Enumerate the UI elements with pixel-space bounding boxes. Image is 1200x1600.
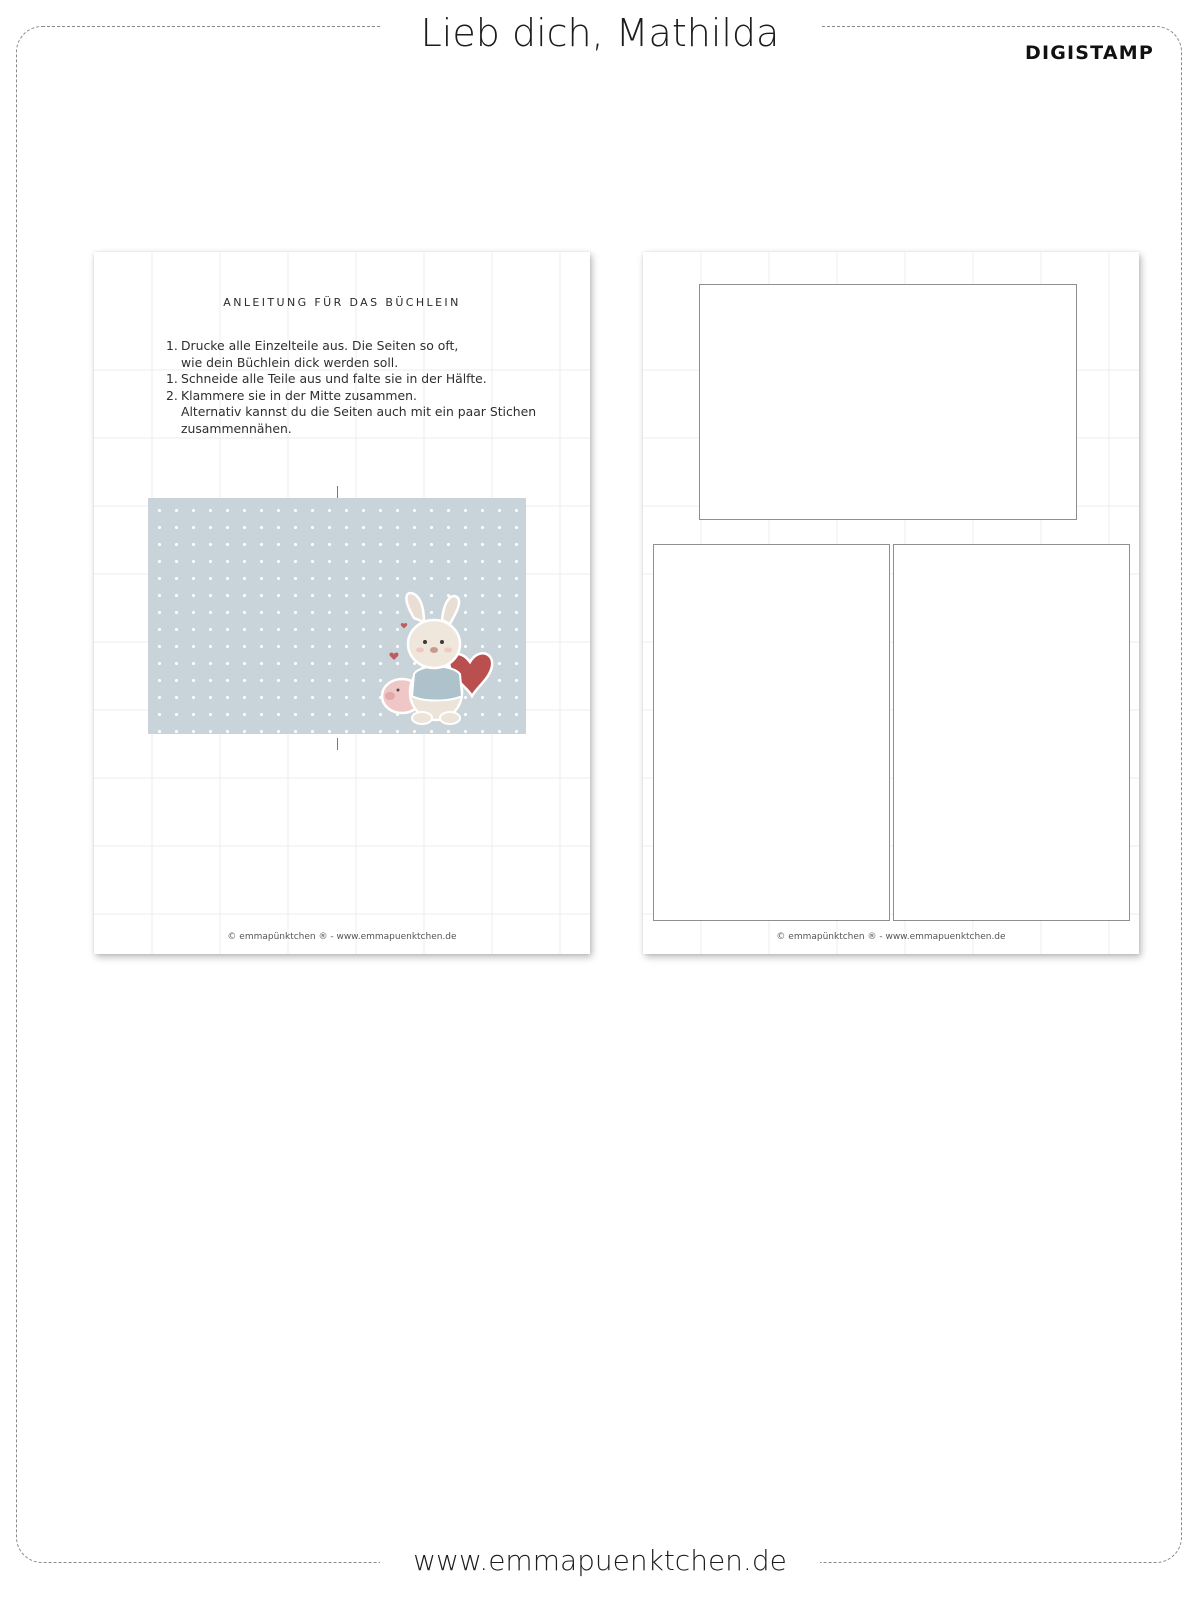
step-number: 1. bbox=[166, 371, 178, 386]
page-title: Lieb dich, Mathilda bbox=[380, 10, 820, 56]
step-text: Drucke alle Einzelteile aus. Die Seiten so oft, wie dein Büchlein dick werden soll. bbox=[181, 338, 459, 370]
footer-website: www.emmapuenktchen.de bbox=[380, 1538, 820, 1584]
step-text: Schneide alle Teile aus und falte sie in der Hälfte. bbox=[181, 371, 487, 386]
blank-page-landscape bbox=[699, 284, 1077, 520]
step-number: 1. bbox=[166, 338, 178, 353]
digistamp-tag: DIGISTAMP bbox=[1024, 42, 1154, 64]
blank-pages-sheet-preview bbox=[643, 252, 1139, 954]
instruction-heading: ANLEITUNG FÜR DAS BÜCHLEIN bbox=[223, 296, 461, 309]
step-number: 2. bbox=[166, 387, 178, 403]
step-text: Klammere sie in der Mitte zusammen. Alternativ kannst du die Seiten auch mit ein paar Stichen zusammennähen. bbox=[181, 387, 537, 436]
instruction-sheet-preview bbox=[94, 252, 590, 954]
sheet-copyright: © emmapünktchen ® - www.emmapuenktchen.de bbox=[776, 932, 1006, 942]
sheet-copyright: © emmapünktchen ® - www.emmapuenktchen.de bbox=[227, 932, 457, 942]
blank-page-left bbox=[653, 544, 890, 921]
instruction-step bbox=[166, 371, 586, 388]
instruction-step bbox=[166, 338, 586, 371]
fold-mark-top bbox=[337, 486, 338, 498]
blank-page-right bbox=[893, 544, 1130, 921]
fold-mark-bottom bbox=[337, 738, 338, 750]
booklet-cover bbox=[148, 498, 526, 734]
bunny-with-heart-illustration bbox=[380, 584, 500, 728]
instruction-step bbox=[166, 388, 586, 438]
instruction-steps bbox=[166, 338, 586, 437]
